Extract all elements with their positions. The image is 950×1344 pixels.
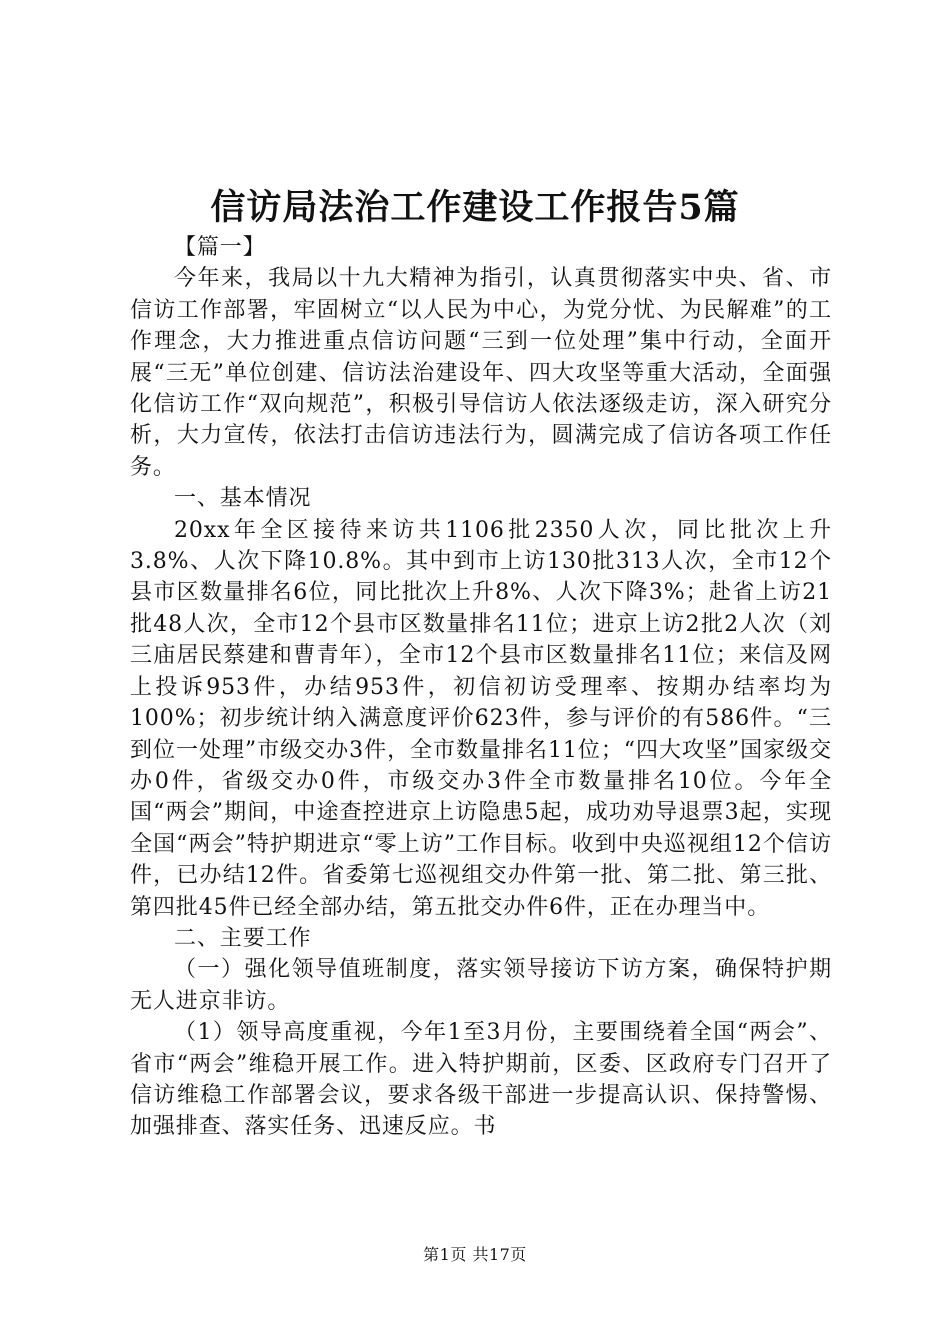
heading-basic-situation: 一、基本情况 [174, 486, 312, 512]
subheading-paragraph: （一）强化领导值班制度，落实领导接访下访方案，确保特护期无人进京非访。 [130, 957, 832, 1014]
intro-paragraph: 今年来，我局以十九大精神为指引，认真贯彻落实中央、省、市信访工作部署，牢固树立“以人民为中心，为党分忧、为民解难”的工作理念，大力推进重点信访问题“三到一位处理”集中行动，全面开展“三无”单位创建、信访法治建设年、四大攻坚等重大活动，全面强化信访工作“双向规范”，积极引导信访人依法逐级走访，深入研究分析，大力宣传，依法打击信访违法行为，圆满完成了信访各项工作任务。 [130, 266, 832, 480]
section-label: 【篇一】 [174, 235, 266, 260]
leadership-paragraph: （1）领导高度重视，今年1至3月份，主要围绕着全国“两会”、省市“两会”维稳开展工作。进入特护期前，区委、区政府专门召开了信访维稳工作部署会议，要求各级干部进一步提高认识、保持警惕、加强排查、落实任务、迅速反应。书 [130, 1020, 832, 1140]
page-footer: 第1页 共17页 [423, 1245, 527, 1264]
document-body [130, 232, 832, 1143]
statistics-paragraph: 20xx年全区接待来访共1106批2350人次，同比批次上升3.8%、人次下降10.8%。其中到市上访130批313人次，全市12个县市区数量排名6位，同比批次上升8%、人次下降3%；赴省上访21批48人次，全市12个县市区数量排名11位；进京上访2批2人次（刘三庙居民蔡建和曹青年），全市12个县市区数量排名11位；来信及网上投诉953件，办结953件，初信初访受理率、按期办结率均为100%；初步统计纳入满意度评价623件，参与评价的有586件。“三到位一处理”市级交办3件，全市数量排名11位；“四大攻坚”国家级交办0件，省级交办0件，市级交办3件全市数量排名10位。今年全国“两会”期间，中途查控进京上访隐患5起，成功劝导退票3起，实现全国“两会”特护期进京“零上访”工作目标。收到中央巡视组12个信访件，已办结12件。省委第七巡视组交办件第一批、第二批、第三批、第四批45件已经全部办结，第五批交办件6件，正在办理当中。 [130, 517, 832, 920]
document-title: 信访局法治工作建设工作报告5篇 [210, 187, 740, 228]
heading-main-work: 二、主要工作 [174, 925, 312, 951]
